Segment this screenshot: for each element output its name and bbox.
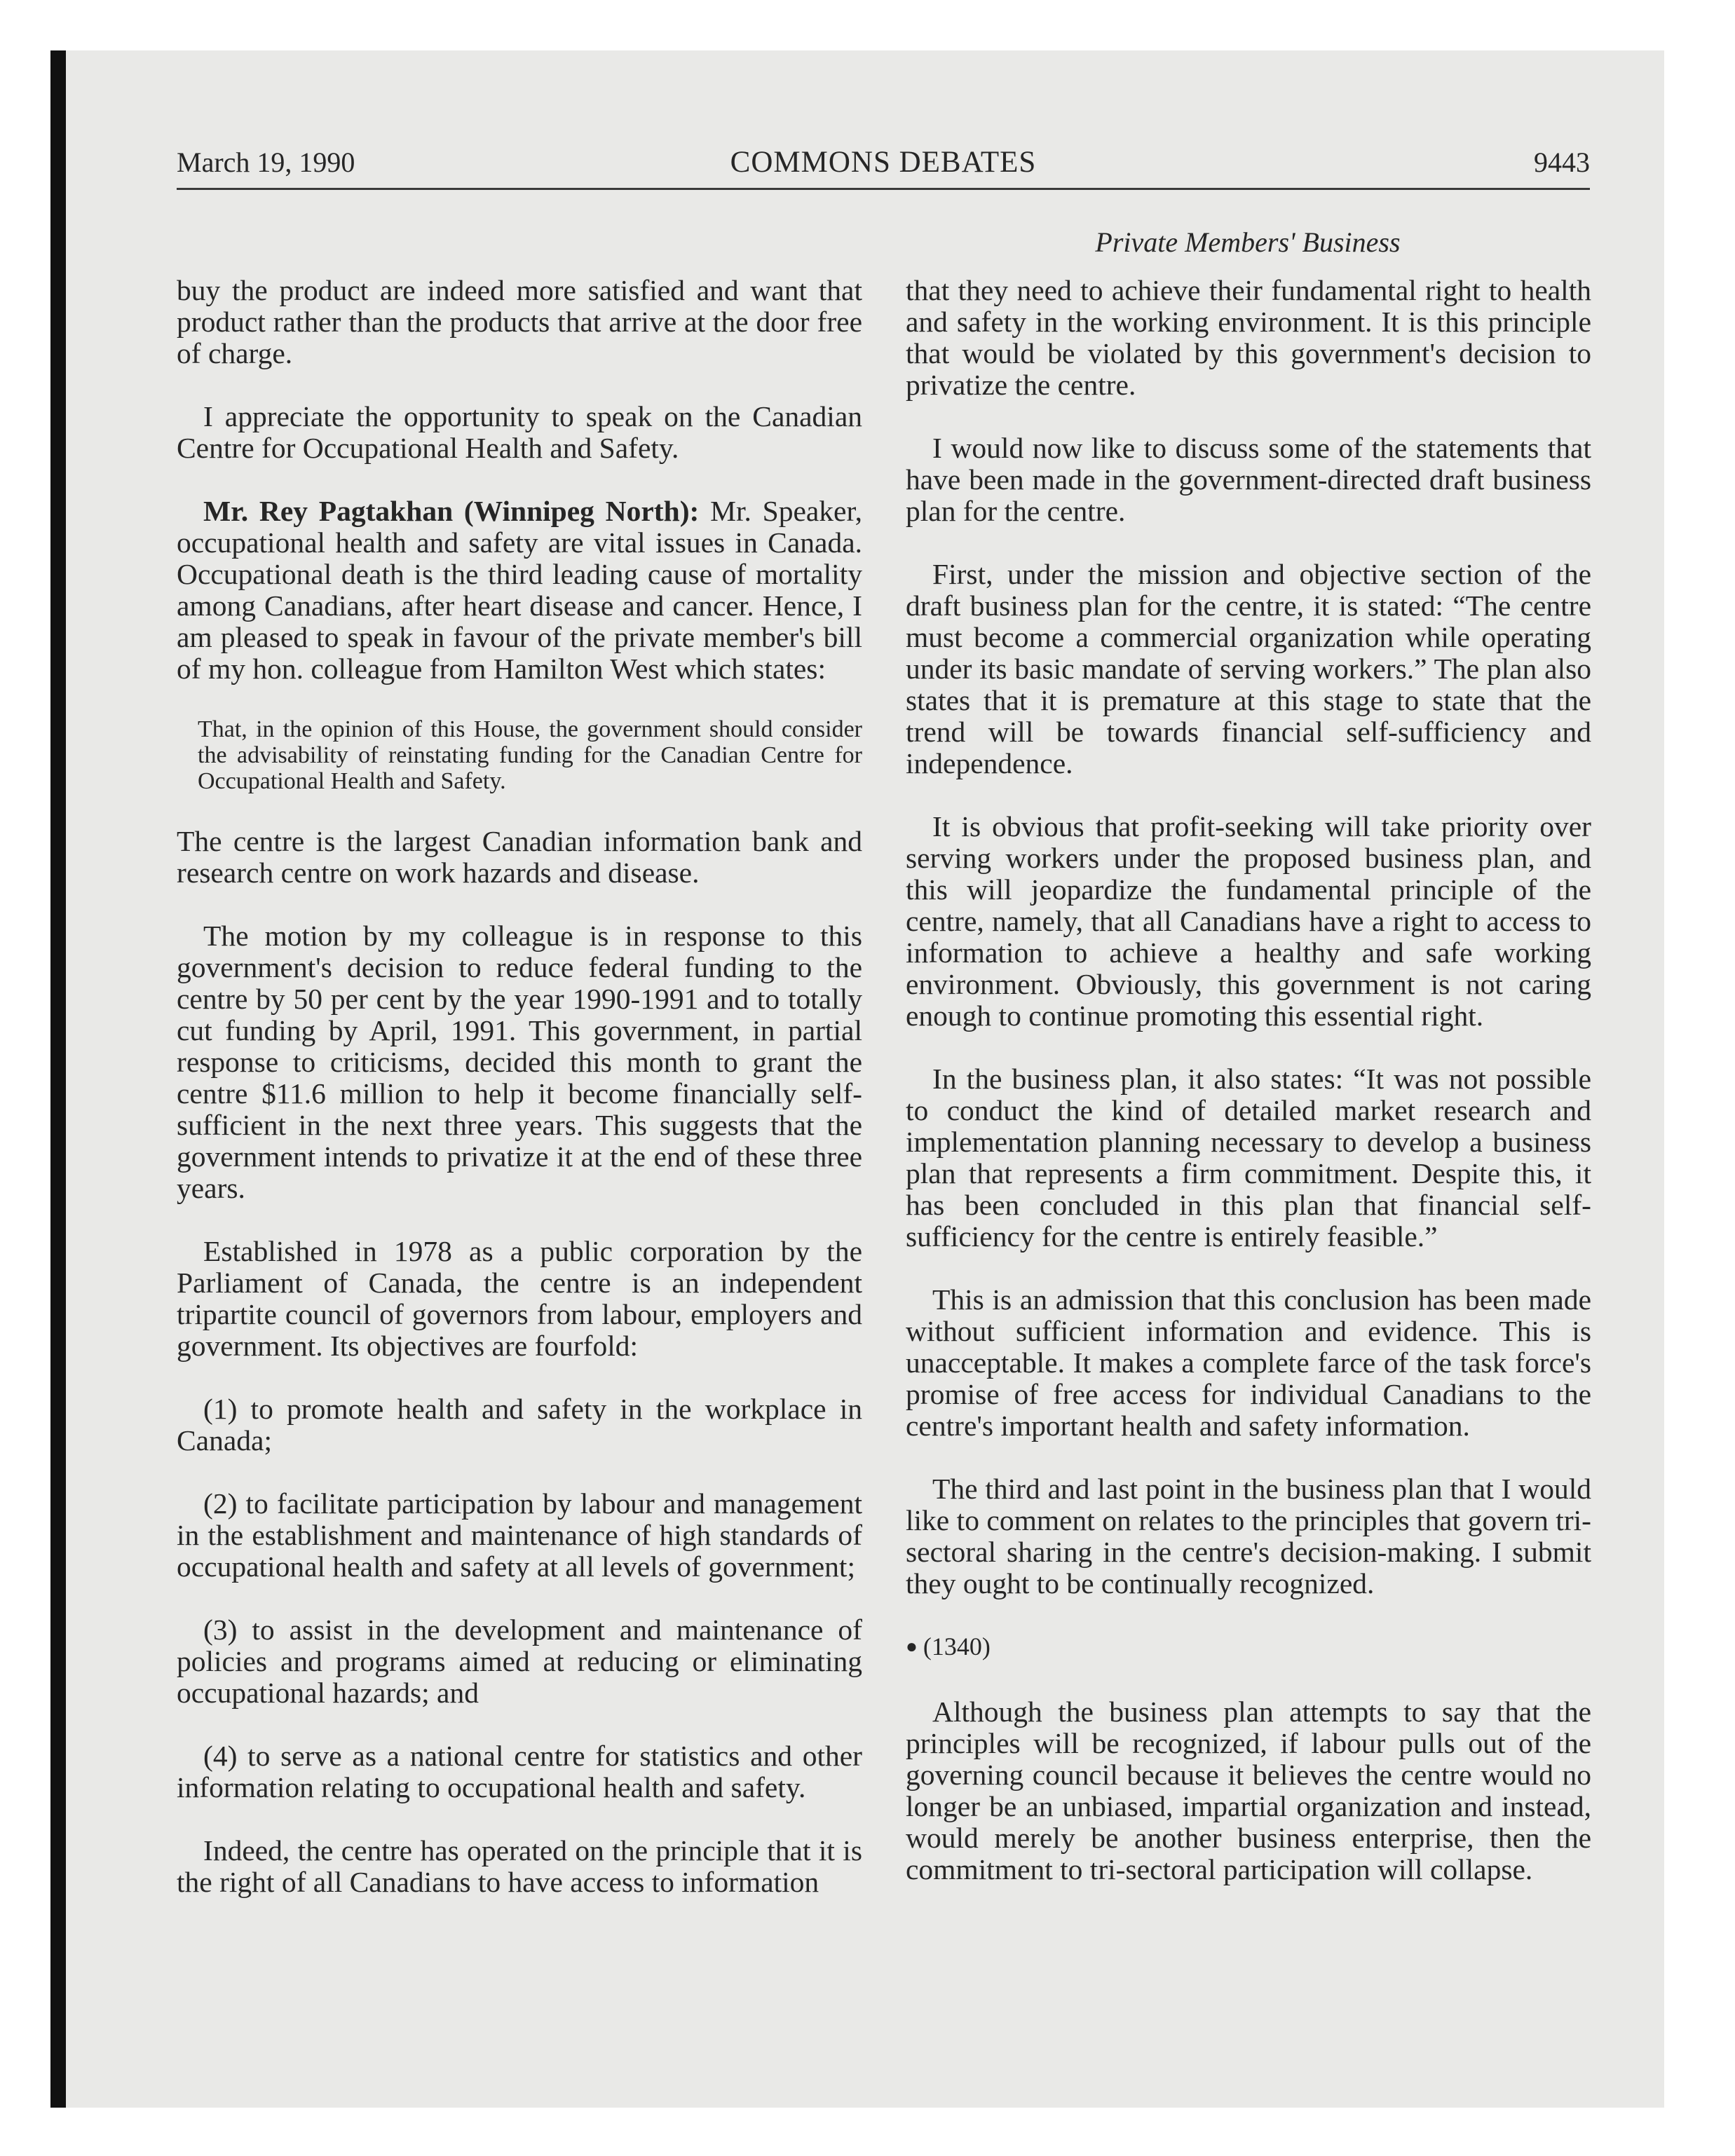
right-column	[906, 275, 1591, 1917]
speech-text: Mr. Speaker, occupational health and safety are vital issues in Canada. Occupational death is the third leading cause of mortality among Canadians, after heart disease and cancer. Hence, I am pleased to speak in favour of the private member's bill of my hon. colleague from Hamilton West which states:	[177, 495, 862, 685]
paragraph: First, under the mission and objective section of the draft business plan for the centre, it is stated: “The centre must become a commercial organization while operating under its basic mandate of serving workers.” The plan also states that it is premature at this stage to state that the trend will be towards financial self-sufficiency and independence.	[906, 558, 1591, 779]
objective-item: (3) to assist in the development and maintenance of policies and programs aimed at reducing or eliminating occupational hazards; and	[177, 1613, 862, 1709]
motion-quote: That, in the opinion of this House, the government should consider the advisability of reinstating funding for the Canadian Centre for Occupational Health and Safety.	[198, 716, 862, 794]
objective-item: (2) to facilitate participation by labour and management in the establishment and maintenance of high standards of occupational health and safety at all levels of government;	[177, 1487, 862, 1583]
time-marker-text: (1340)	[923, 1632, 991, 1660]
paragraph: Although the business plan attempts to say that the principles will be recognized, if labour pulls out of the governing council because it believes the centre would no longer be an unbiased, impartial organization and instead, would merely be another business enterprise, then the commitment to tri-sectoral participation will collapse.	[906, 1696, 1591, 1885]
header-title: COMMONS DEBATES	[730, 146, 1037, 179]
paragraph: In the business plan, it also states: “It was not possible to conduct the kind of detailed market research and implementation planning necessary to develop a business plan that represents a firm commitment. Despite this, it has been concluded in this plan that financial self-sufficiency for the centre is entirely feasible.”	[906, 1063, 1591, 1253]
running-header	[177, 146, 1590, 190]
paragraph: Indeed, the centre has operated on the principle that it is the right of all Canadians to have access to information	[177, 1834, 862, 1898]
speech-paragraph	[177, 496, 862, 685]
scan-border	[50, 50, 66, 2108]
paragraph: I appreciate the opportunity to speak on the Canadian Centre for Occupational Health and Safety.	[177, 400, 862, 464]
paragraph: It is obvious that profit-seeking will take priority over serving workers under the proposed business plan, and this will jeopardize the fundamental principle of the centre, namely, that all Canadians have a right to access to information to achieve a healthy and safe working environment. Obviously, this government is not caring enough to continue promoting this essential right.	[906, 810, 1591, 1032]
speaker-name: Mr. Rey Pagtakhan (Winnipeg North):	[203, 495, 700, 527]
paragraph: This is an admission that this conclusion has been made without sufficient information and evidence. This is unacceptable. It makes a complete farce of the task force's promise of free access for individual Canadians to the centre's important health and safety information.	[906, 1283, 1591, 1442]
time-marker	[906, 1631, 1591, 1665]
paragraph: that they need to achieve their fundamental right to health and safety in the working environment. It is this principle that would be violated by this government's decision to privatize the centre.	[906, 274, 1591, 401]
bullet-icon: ●	[906, 1636, 918, 1658]
section-heading: Private Members' Business	[1095, 226, 1401, 258]
page-number: 9443	[1534, 146, 1590, 178]
paragraph: buy the product are indeed more satisfied and want that product rather than the products that arrive at the door free of charge.	[177, 274, 862, 369]
paragraph: The centre is the largest Canadian information bank and research centre on work hazards and disease.	[177, 825, 862, 889]
paragraph: I would now like to discuss some of the statements that have been made in the government-directed draft business plan for the centre.	[906, 432, 1591, 527]
paragraph: The third and last point in the business plan that I would like to comment on relates to the principles that govern tri-sectoral sharing in the centre's decision-making. I submit they ought to be continually recognized.	[906, 1473, 1591, 1599]
left-column	[177, 275, 862, 1930]
objective-item: (1) to promote health and safety in the workplace in Canada;	[177, 1393, 862, 1456]
objective-item: (4) to serve as a national centre for statistics and other information relating to occupational health and safety.	[177, 1740, 862, 1803]
paragraph: Established in 1978 as a public corporation by the Parliament of Canada, the centre is an independent tripartite council of governors from labour, employers and government. Its objectives are fourfold:	[177, 1235, 862, 1362]
paragraph: The motion by my colleague is in response to this government's decision to reduce federal funding to the centre by 50 per cent by the year 1990-1991 and to totally cut funding by April, 1991. This government, in partial response to criticisms, decided this month to grant the centre $11.6 million to help it become financially self-sufficient in the next three years. This suggests that the government intends to privatize it at the end of these three years.	[177, 920, 862, 1204]
header-date: March 19, 1990	[177, 146, 355, 178]
